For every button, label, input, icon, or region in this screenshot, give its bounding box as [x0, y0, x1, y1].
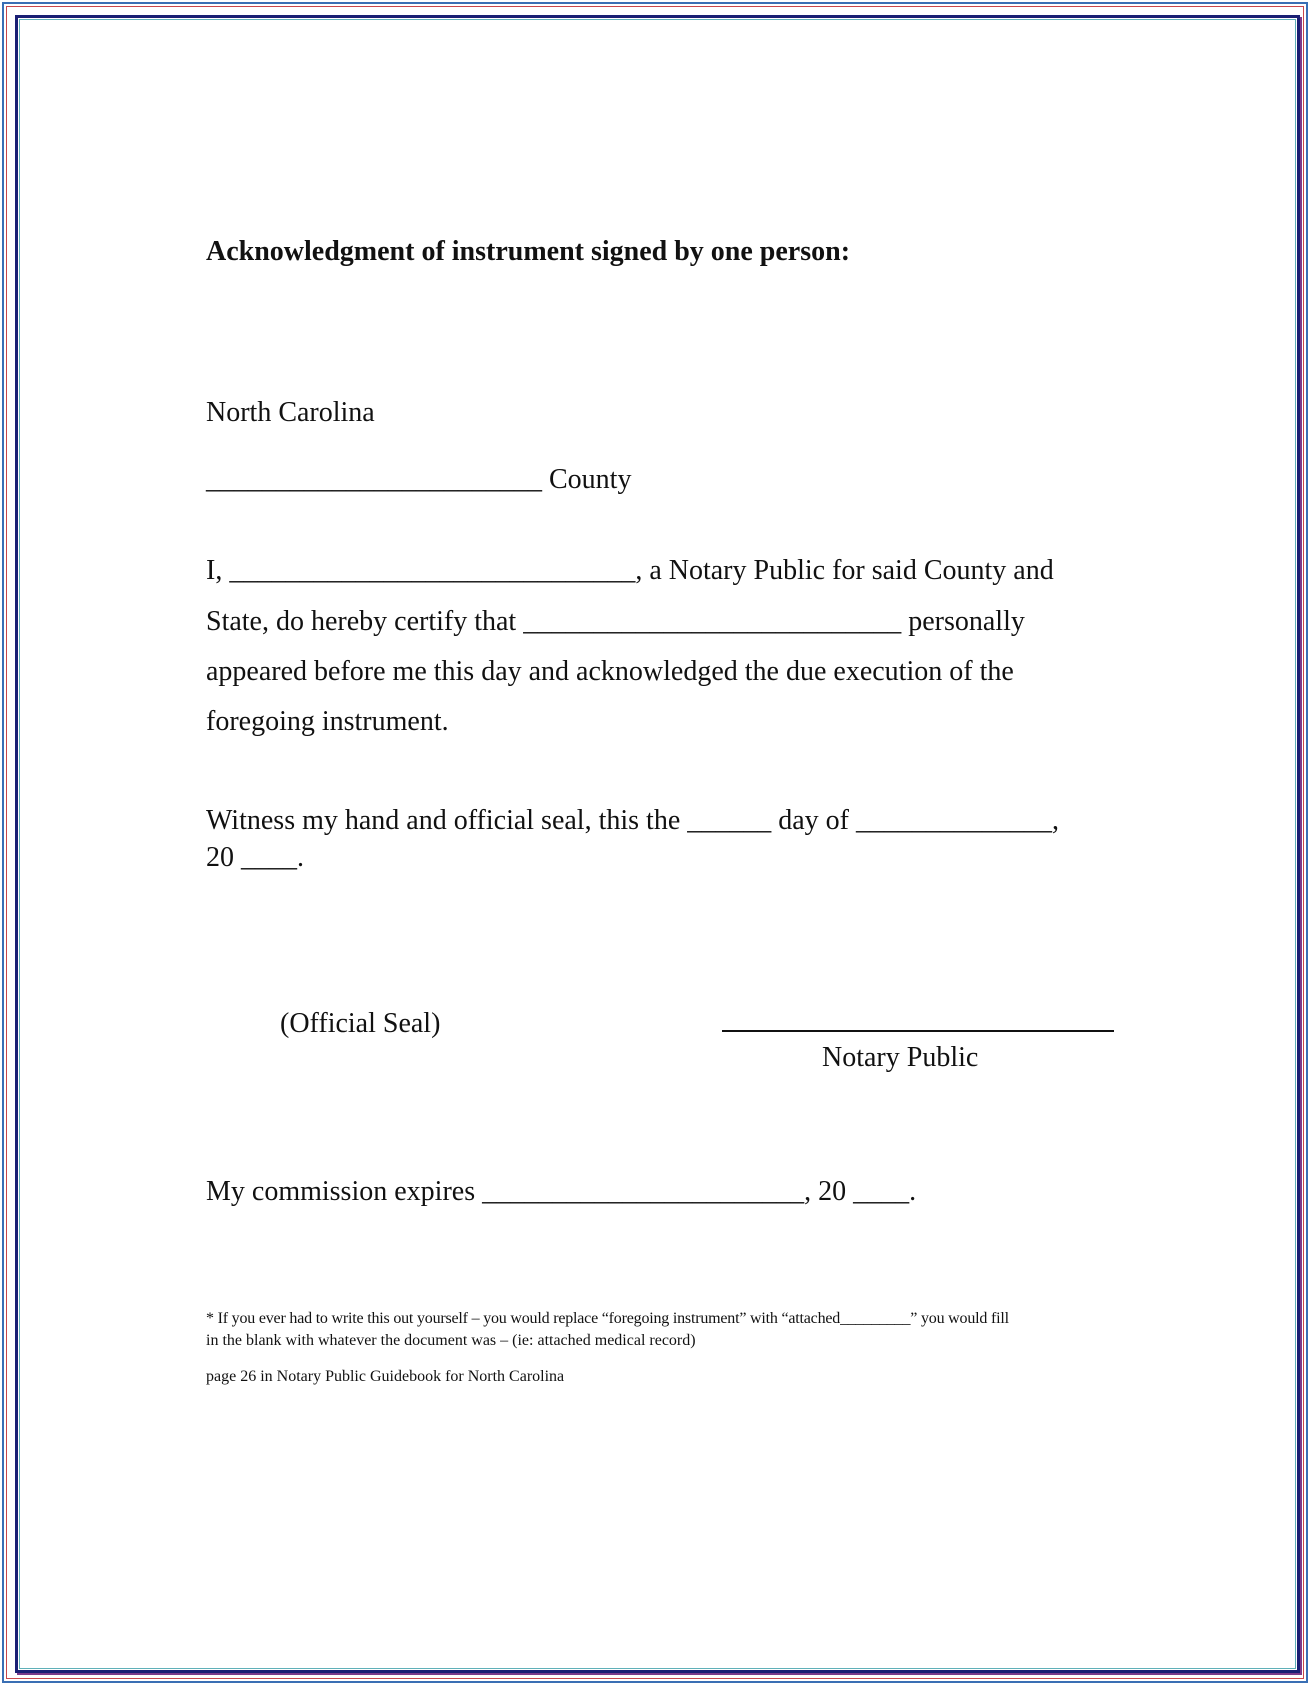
certificate-line-2: State, do hereby certify that ___________________________ personally	[206, 606, 1025, 637]
state-name: North Carolina	[206, 397, 375, 428]
document-heading: Acknowledgment of instrument signed by one person:	[206, 236, 851, 267]
official-seal-label: (Official Seal)	[280, 1008, 441, 1039]
certificate-line-4: foregoing instrument.	[206, 706, 449, 737]
signature-line	[722, 1030, 1114, 1032]
source-citation: page 26 in Notary Public Guidebook for North Carolina	[206, 1368, 565, 1385]
notary-public-label: Notary Public	[822, 1042, 979, 1073]
certificate-line-1: I, _____________________________, a Notary Public for said County and	[206, 555, 1054, 586]
witness-line-1: Witness my hand and official seal, this the ______ day of ______________,	[206, 805, 1060, 836]
footnote-line-1: * If you ever had to write this out yourself – you would replace “foregoing instrument” with “attached_________” you would fill	[206, 1310, 1009, 1327]
commission-expires-line: My commission expires _______________________, 20 ____.	[206, 1176, 917, 1207]
footnote-line-2: in the blank with whatever the document was – (ie: attached medical record)	[206, 1332, 696, 1349]
certificate-line-3: appeared before me this day and acknowledged the due execution of the	[206, 656, 1014, 687]
county-line: ________________________ County	[206, 464, 632, 495]
witness-line-2: 20 ____.	[206, 842, 304, 873]
